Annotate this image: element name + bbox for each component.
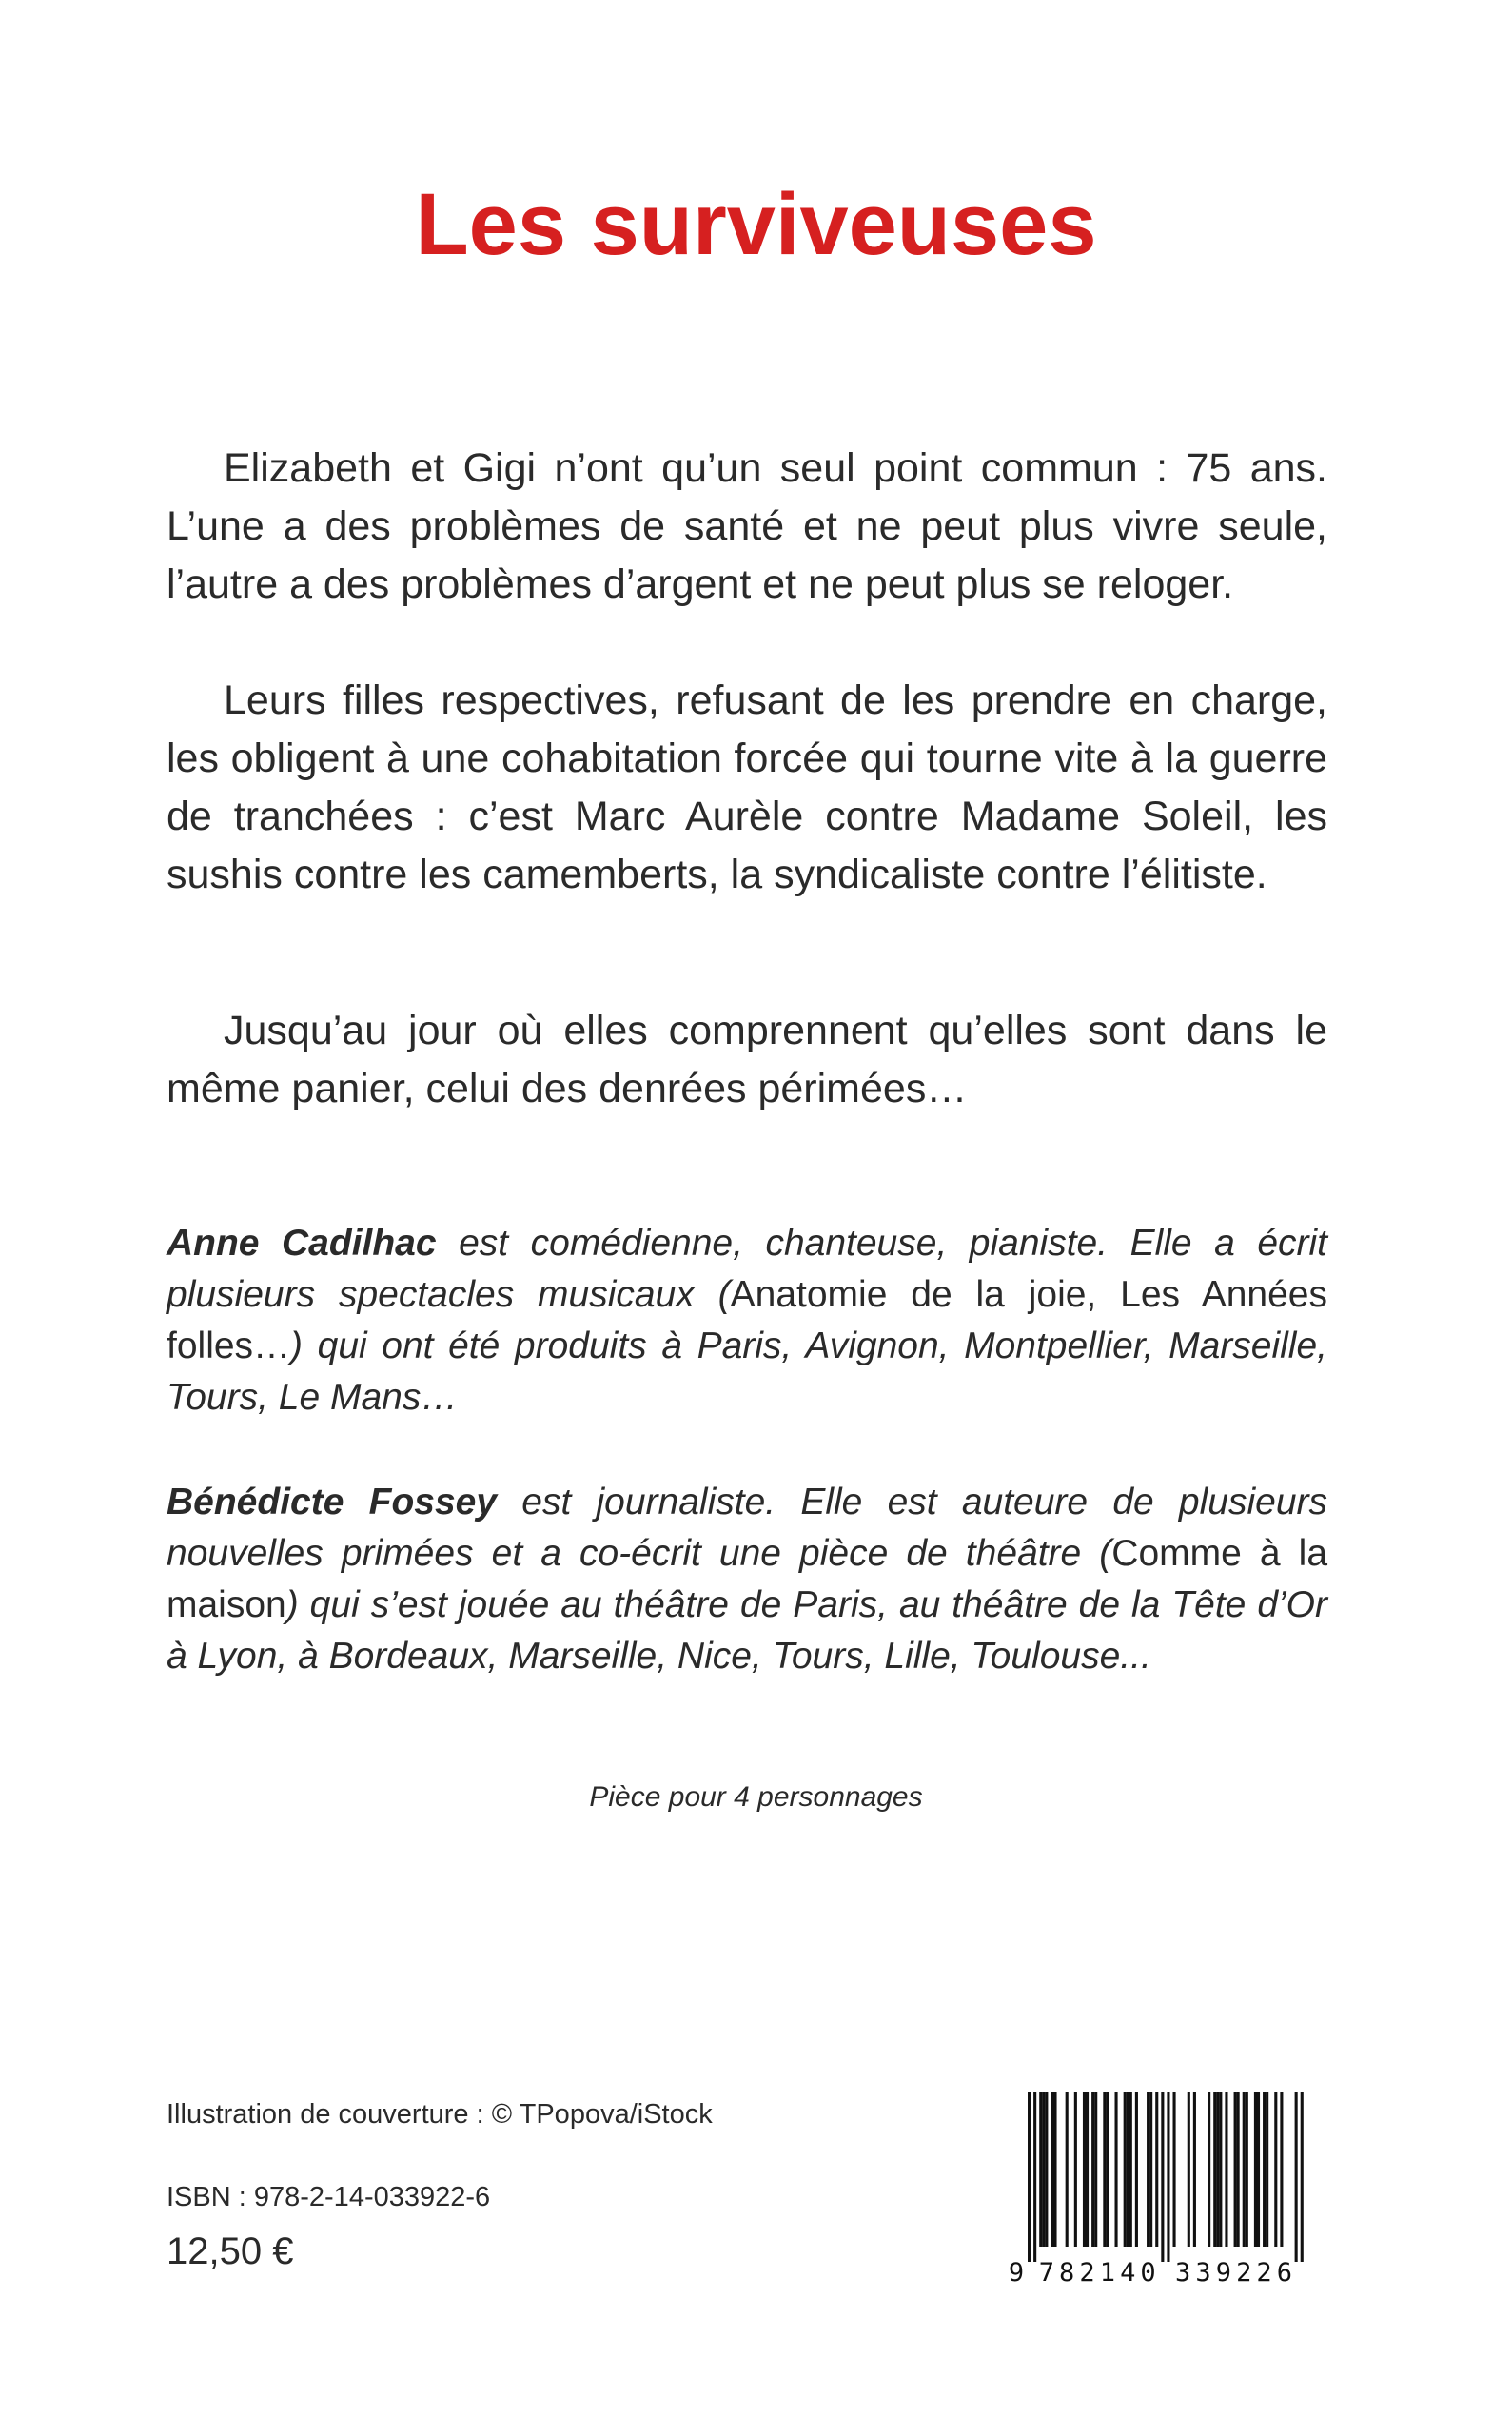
barcode-digit: 2 [1256, 2258, 1272, 2287]
barcode-bar [1254, 2092, 1257, 2247]
barcode-bar [1135, 2092, 1138, 2247]
barcode-bar [1103, 2092, 1106, 2247]
barcode-bar [1155, 2092, 1158, 2247]
barcode-bar [1280, 2092, 1283, 2247]
barcode-bar [1161, 2092, 1164, 2262]
barcode-bar [1074, 2092, 1077, 2247]
barcode-digit: 7 [1038, 2258, 1054, 2287]
barcode-bar [1045, 2092, 1048, 2247]
price: 12,50 € [167, 2230, 294, 2272]
synopsis-text-1: Elizabeth et Gigi n’ont qu’un seul point commun : 75 ans. L’une a des problèmes de santé et ne peut plus vivre seule, l’autre a des problèmes d’argent et ne peut plus se reloger. [167, 445, 1327, 607]
barcode-bar [1263, 2092, 1266, 2247]
barcode-bar [1083, 2092, 1086, 2247]
barcode-bar [1243, 2092, 1246, 2247]
barcode-graphic [1007, 2089, 1330, 2287]
barcode-bar [1225, 2092, 1227, 2247]
barcode-bar [1124, 2092, 1127, 2247]
author-bio-1-text-a: est comédienne, chanteuse, pianiste. Elle a écrit plusieurs spectacles musicaux ( [167, 1223, 1327, 1315]
isbn-number: ISBN : 978-2-14-033922-6 [167, 2182, 491, 2212]
synopsis-paragraph-1 [167, 440, 1327, 614]
synopsis-text-2: Leurs filles respectives, refusant de les prendre en charge, les obligent à une cohabitation forcée qui tourne vite à la guerre de tranchées : c’est Marc Aurèle contre Madame Soleil, les sushis contre les camemberts, la syndicaliste contre l’élitiste. [167, 678, 1327, 897]
author-bio-2-works: Comme à la maison [167, 1533, 1328, 1625]
barcode-digits [1009, 2258, 1292, 2287]
barcode-bar [1053, 2092, 1056, 2247]
barcode-bar [1193, 2092, 1196, 2247]
barcode-digit: 3 [1195, 2258, 1211, 2287]
barcode-bar [1234, 2092, 1237, 2247]
barcode-digit: 1 [1099, 2258, 1116, 2287]
barcode-bar [1237, 2092, 1240, 2247]
barcode-digit: 6 [1276, 2258, 1293, 2287]
author-bio-1-works: Anatomie de la joie, Les Années folles… [167, 1274, 1327, 1366]
cast-note: Pièce pour 4 personnages [589, 1781, 923, 1813]
barcode-bar [1033, 2092, 1036, 2262]
barcode-digit: 0 [1140, 2258, 1156, 2287]
barcode-bar [1039, 2092, 1042, 2247]
author-bio-1-text-b: ) qui ont été produits à Paris, Avignon, Montpellier, Marseille, Tours, Le Mans… [167, 1326, 1327, 1418]
barcode-bar [1208, 2092, 1210, 2247]
book-title: Les surviveuses [415, 176, 1097, 273]
barcode-digit: 4 [1120, 2258, 1136, 2287]
barcode-bar [1173, 2092, 1176, 2247]
illustration-credit: Illustration de couverture : © TPopova/iStock [167, 2099, 713, 2130]
barcode-bar [1127, 2092, 1129, 2247]
synopsis-text-3: Jusqu’au jour où elles comprennent qu’elles sont dans le même panier, celui des denrées périmées… [167, 1008, 1327, 1111]
author-bio-2 [167, 1477, 1327, 1682]
barcode-bar [1147, 2092, 1149, 2247]
barcode-bars [1028, 2092, 1304, 2262]
author-bio-1 [167, 1218, 1327, 1424]
author-bio-2-text-a: est journaliste. Elle est auteure de plusieurs nouvelles primées et a co-écrit une pièce de théâtre ( [167, 1482, 1327, 1574]
barcode-bar [1301, 2092, 1304, 2262]
barcode-bar [1213, 2092, 1216, 2247]
barcode-bar [1167, 2092, 1169, 2262]
barcode-digit: 9 [1008, 2258, 1025, 2287]
barcode-bar [1115, 2092, 1118, 2247]
synopsis-paragraph-3 [167, 1002, 1327, 1118]
barcode-bar [1257, 2092, 1260, 2247]
barcode-bar [1129, 2092, 1132, 2247]
barcode-digit: 2 [1079, 2258, 1095, 2287]
barcode-bar [1106, 2092, 1109, 2247]
barcode-digit: 8 [1059, 2258, 1075, 2287]
author-name-1: Anne Cadilhac [167, 1223, 437, 1264]
barcode-bar [1295, 2092, 1298, 2262]
barcode-bar [1094, 2092, 1097, 2247]
barcode-bar [1086, 2092, 1089, 2247]
barcode-bar [1149, 2092, 1152, 2247]
barcode-bar [1091, 2092, 1094, 2247]
barcode-bar [1246, 2092, 1248, 2247]
barcode-bar [1274, 2092, 1277, 2247]
barcode-bar [1042, 2092, 1045, 2247]
barcode-digit: 2 [1236, 2258, 1252, 2287]
author-bio-2-text-b: ) qui s’est jouée au théâtre de Paris, au théâtre de la Tête d’Or à Lyon, à Bordeaux, Marseille, Nice, Tours, Lille, Toulouse... [167, 1584, 1327, 1677]
author-name-2: Bénédicte Fossey [167, 1482, 498, 1522]
barcode-digit: 9 [1215, 2258, 1232, 2287]
synopsis-paragraph-2 [167, 672, 1327, 904]
barcode-bar [1216, 2092, 1219, 2247]
barcode-bar [1066, 2092, 1069, 2247]
barcode-digit: 3 [1175, 2258, 1191, 2287]
barcode-bar [1028, 2092, 1031, 2262]
barcode-bar [1051, 2092, 1053, 2247]
barcode-bar [1266, 2092, 1268, 2247]
barcode [1007, 2089, 1330, 2287]
barcode-bar [1219, 2092, 1222, 2247]
barcode-bar [1188, 2092, 1190, 2247]
